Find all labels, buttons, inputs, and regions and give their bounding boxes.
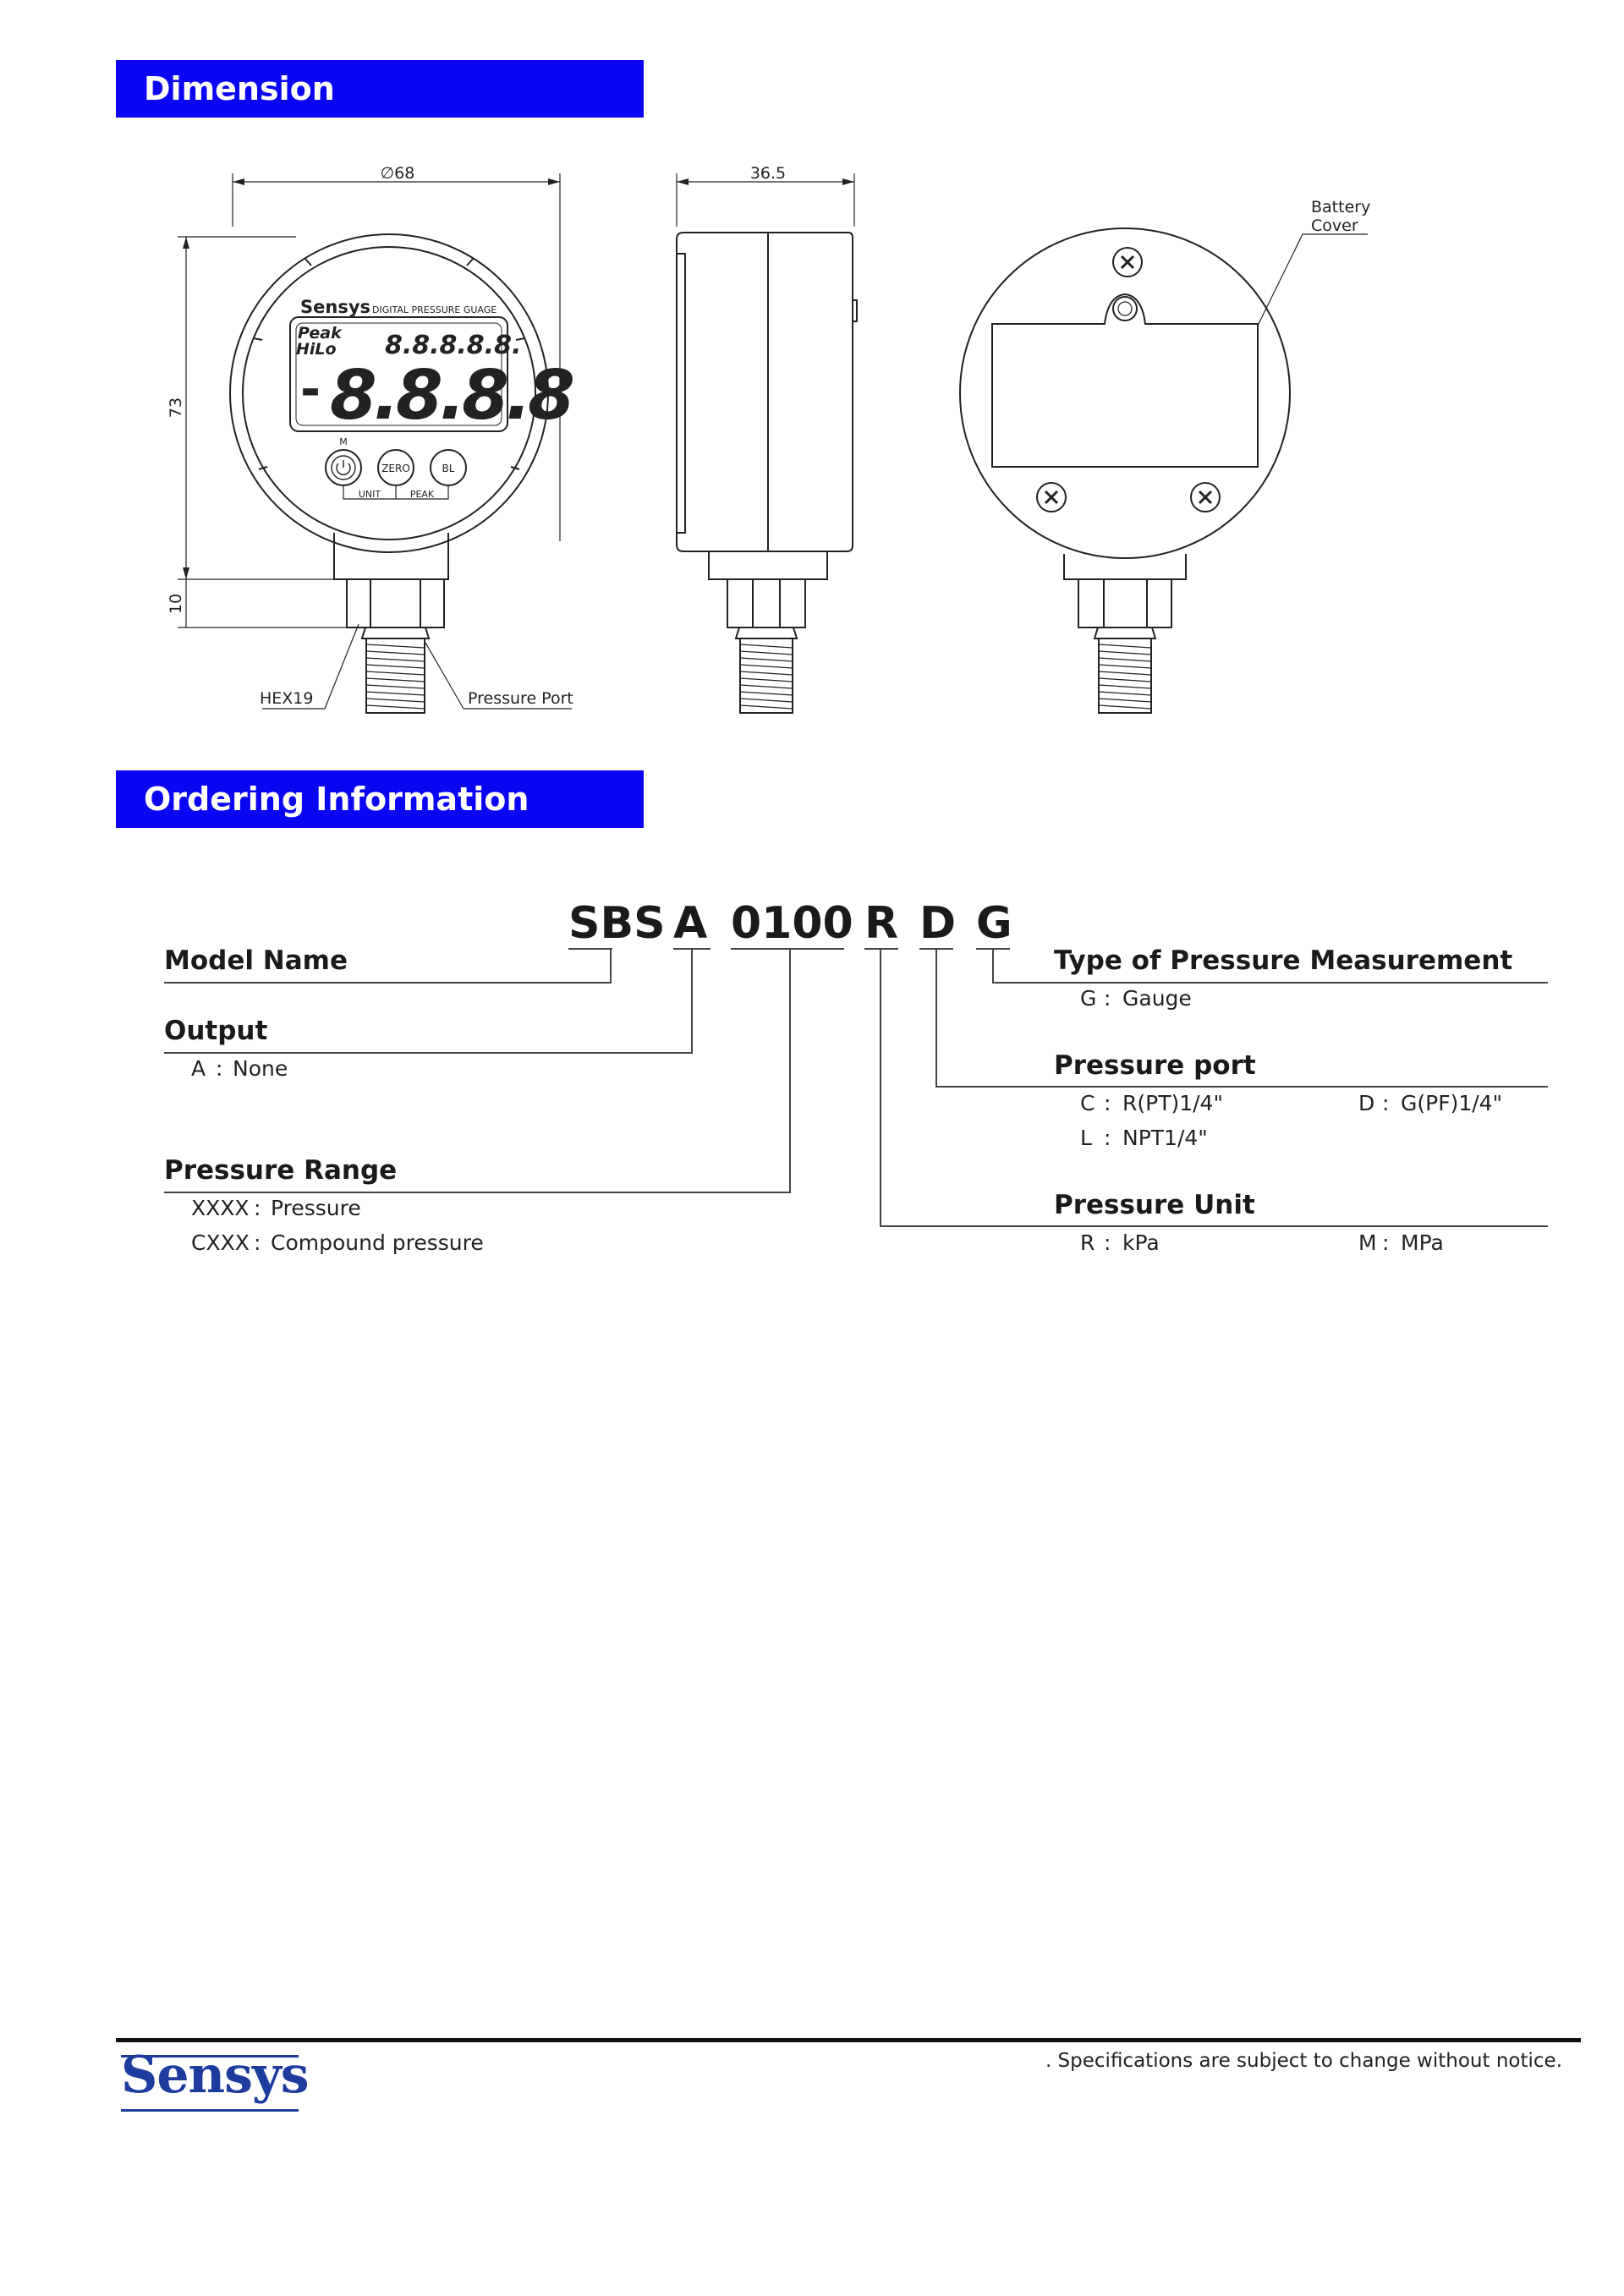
lcd-minus: - <box>300 360 321 418</box>
pressure-range-opt2-code: CXXX <box>191 1230 250 1255</box>
btn-unit-label: UNIT <box>358 489 381 500</box>
footer-rule <box>116 2038 1581 2042</box>
pressure-port-opt3-sep: : <box>1104 1126 1111 1150</box>
pressure-unit-title: Pressure Unit <box>1054 1190 1255 1220</box>
output-title: Output <box>164 1016 268 1046</box>
rear-view <box>960 228 1368 713</box>
pressure-range-title: Pressure Range <box>164 1155 398 1186</box>
pressure-port-opt1-code: C <box>1080 1091 1095 1115</box>
section-header-ordering: Ordering Information <box>116 770 644 828</box>
btn-bl-label: BL <box>442 463 455 474</box>
model-name-title: Model Name <box>164 945 348 976</box>
dim-height-label: 73 <box>167 397 185 419</box>
pressure-unit-opt1-code: R <box>1080 1230 1095 1255</box>
output-option-sep: : <box>216 1056 223 1081</box>
dim-diameter-label: ∅68 <box>380 164 415 183</box>
footer-notice: . Specifications are subject to change without notice. <box>1045 2050 1562 2072</box>
code-part-series: SBS <box>568 898 666 949</box>
type-measurement-opt1-code: G <box>1080 986 1097 1011</box>
lcd-peak: Peak <box>298 324 342 342</box>
type-measurement-opt1-desc: Gauge <box>1122 986 1192 1011</box>
battery-label-line1: Battery <box>1311 198 1371 216</box>
pressure-unit-opt1-sep: : <box>1104 1230 1111 1255</box>
pressure-port-opt2-sep: : <box>1382 1091 1390 1115</box>
gauge-subtitle: DIGITAL PRESSURE GUAGE <box>372 304 497 315</box>
lcd-top-digits: 8.8.8.8.8. <box>385 331 522 360</box>
gauge-brand: Sensys <box>300 297 371 317</box>
output-option-code: A <box>191 1056 206 1081</box>
pressure-unit-opt1-desc: kPa <box>1122 1230 1160 1255</box>
btn-m-label: M <box>339 436 348 447</box>
footer-logo: Sensys <box>121 2046 309 2105</box>
pressure-port-opt1-sep: : <box>1104 1091 1111 1115</box>
hex-label: HEX19 <box>260 689 314 708</box>
code-part-port: D <box>919 898 957 949</box>
code-part-output: A <box>673 898 708 949</box>
pressure-range-opt2-desc: Compound pressure <box>271 1230 484 1255</box>
btn-zero-label: ZERO <box>381 463 410 474</box>
pressure-range-opt1-desc: Pressure <box>271 1196 361 1220</box>
pressure-port-opt2-code: D <box>1358 1091 1375 1115</box>
output-option-desc: None <box>233 1056 288 1081</box>
pressure-unit-opt2-code: M <box>1358 1230 1377 1255</box>
front-view <box>178 173 572 713</box>
pressure-unit-opt2-desc: MPa <box>1401 1230 1444 1255</box>
pressure-port-opt1-desc: R(PT)1/4" <box>1122 1091 1223 1115</box>
code-part-type: G <box>976 898 1012 949</box>
pressure-range-opt2-sep: : <box>254 1230 261 1255</box>
btn-peak-label: PEAK <box>409 489 435 500</box>
code-part-unit: R <box>864 898 899 949</box>
side-view <box>677 173 857 713</box>
type-measurement-opt1-sep: : <box>1104 986 1111 1011</box>
dim-fitting-label: 10 <box>167 593 185 615</box>
dim-depth-label: 36.5 <box>749 164 787 183</box>
pressure-range-opt1-sep: : <box>254 1196 261 1220</box>
dimension-drawing <box>0 0 1624 744</box>
code-part-range: 0100 <box>731 898 853 949</box>
battery-label-line2: Cover <box>1311 216 1358 235</box>
pressure-port-opt3-desc: NPT1/4" <box>1122 1126 1208 1150</box>
pressure-unit-opt2-sep: : <box>1382 1230 1390 1255</box>
logo-rule-bottom <box>121 2109 299 2112</box>
pressure-port-label: Pressure Port <box>468 689 573 708</box>
section-header-dimension: Dimension <box>116 60 644 118</box>
lcd-main-digits: 8.8.8.8 <box>330 356 572 435</box>
pressure-port-opt2-desc: G(PF)1/4" <box>1401 1091 1503 1115</box>
pressure-range-opt1-code: XXXX <box>191 1196 250 1220</box>
type-measurement-title: Type of Pressure Measurement <box>1054 945 1513 976</box>
pressure-port-title: Pressure port <box>1054 1050 1256 1081</box>
lcd-hilo: HiLo <box>296 340 337 359</box>
pressure-port-opt3-code: L <box>1080 1126 1092 1150</box>
